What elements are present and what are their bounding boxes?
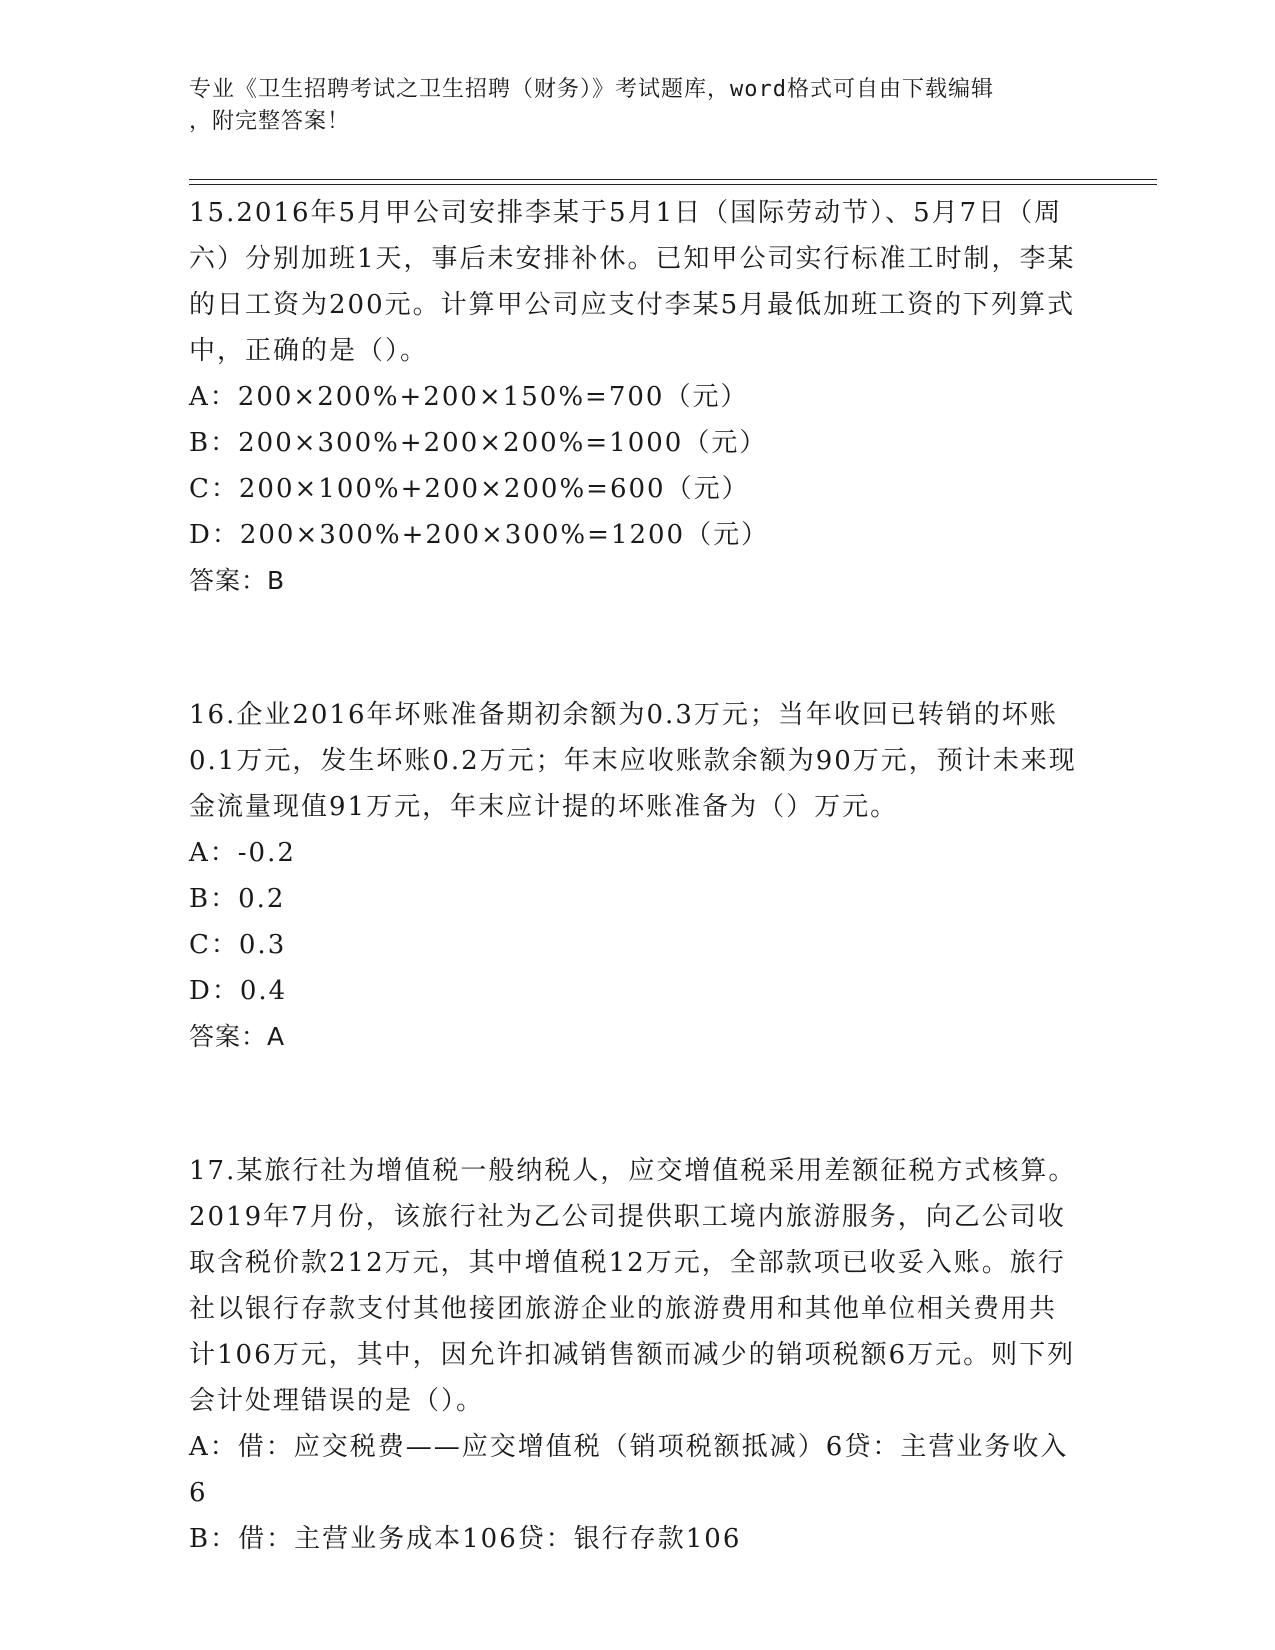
answer-line: 答案：A [189, 1022, 286, 1051]
document-header [189, 74, 1069, 138]
question-stem: 15.2016年5月甲公司安排李某于5月1日（国际劳动节）、5月7日（周六）分别加班1天，事后未安排补休。已知甲公司实行标准工时制，李某的日工资为200元。计算甲公司应支付李某5月最低加班工资的下列算式中，正确的是（）。 [189, 198, 1076, 366]
question-17 [189, 1148, 1079, 1562]
answer-line: 答案：B [189, 566, 286, 595]
question-15 [189, 190, 1079, 604]
option-b: B：借：主营业务成本106贷：银行存款106 [189, 1524, 742, 1554]
option-c: C：0.3 [189, 930, 287, 960]
question-stem: 17.某旅行社为增值税一般纳税人，应交增值税采用差额征税方式核算。2019年7月份，该旅行社为乙公司提供职工境内旅游服务，向乙公司收取含税价款212万元，其中增值税12万元，全部款项已收妥入账。旅行社以银行存款支付其他接团旅游企业的旅游费用和其他单位相关费用共计106万元，其中，因允许扣减销售额而减少的销项税额6万元。则下列会计处理错误的是（）。 [189, 1156, 1077, 1416]
option-b: B：200×300%+200×200%=1000（元） [189, 428, 768, 458]
option-a: A：借：应交税费——应交增值税（销项税额抵减）6贷：主营业务收入6 [189, 1432, 1069, 1508]
option-a: A：200×200%+200×150%=700（元） [189, 382, 749, 412]
question-list [189, 190, 1079, 1562]
question-16 [189, 692, 1079, 1060]
option-d: D：0.4 [189, 976, 288, 1006]
option-a: A：-0.2 [189, 838, 296, 868]
header-line-2: ，附完整答案！ [189, 109, 351, 134]
header-line-1: 专业《卫生招聘考试之卫生招聘（财务）》考试题库，word格式可自由下载编辑 [189, 77, 994, 102]
option-c: C：200×100%+200×200%=600（元） [189, 474, 750, 504]
option-b: B：0.2 [189, 884, 286, 914]
question-stem: 16.企业2016年坏账准备期初余额为0.3万元；当年收回已转销的坏账0.1万元，发生坏账0.2万元；年末应收账款余额为90万元，预计未来现金流量现值91万元，年末应计提的坏账准备为（）万元。 [189, 700, 1077, 822]
header-divider-bottom [189, 184, 1157, 185]
option-d: D：200×300%+200×300%=1200（元） [189, 520, 770, 550]
header-divider-top [189, 179, 1157, 180]
